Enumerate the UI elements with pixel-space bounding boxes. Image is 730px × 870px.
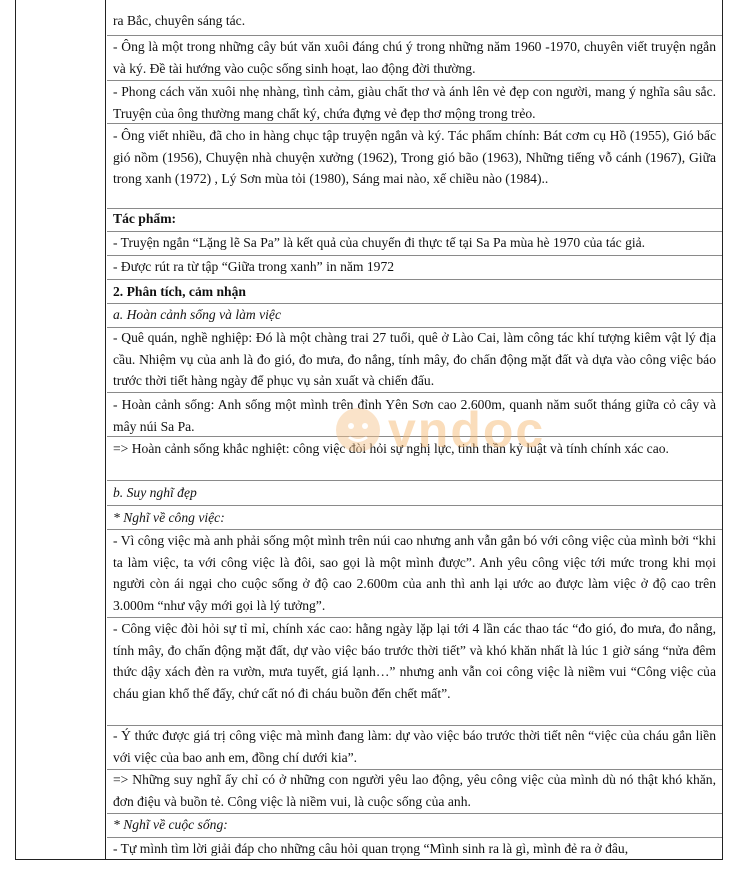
paragraph: => Hoàn cảnh sống khắc nghiệt: công việc đòi hỏi sự nghị lực, tinh thần kỷ luật và tính chính xác cao.: [113, 441, 669, 456]
paragraph: - Vì công việc mà anh phải sống một mình trên núi cao nhưng anh vẫn gắn bó với công việc của mình bởi “khi ta làm việc, ta với công việc là đôi, sao gọi là một mình được”. Anh yêu công việc tới mức trong khi mọi người còn ái ngại cho cuộc sống ở độ cao 2.600m của anh thì anh lại ước ao được làm việc ở độ cao trên 3.000m “như vậy mới gọi là lý tưởng”.: [113, 533, 716, 613]
content-cell: [107, 0, 722, 859]
subheading: * Nghĩ về cuộc sống:: [113, 817, 228, 832]
paragraph: - Ông là một trong những cây bút văn xuôi đáng chú ý trong những năm 1960 -1970, chuyên viết truyện ngắn và ký. Đề tài hướng vào cuộc sống sinh hoạt, lao động đời thường.: [113, 39, 716, 76]
section-heading: Tác phẩm:: [113, 211, 177, 226]
row-divider: [107, 505, 722, 506]
paragraph: - Công việc đòi hỏi sự tỉ mỉ, chính xác cao: hằng ngày lặp lại tới 4 lần các thao tác “đo gió, đo mưa, đo nắng, tính mây, đo chấn động mặt đất, dự vào việc báo trước thời tiết” và khó khăn nhất là lúc 1 giờ sáng “nửa đêm thức dậy xách đèn ra vườn, mưa tuyết, giá lạnh…” nhưng anh vẫn coi công việc là niềm vui “Công việc của cháu gian khổ thế đấy, chứ cất nó đi cháu buồn đến chết mất”.: [113, 621, 716, 701]
content-table: [15, 0, 723, 860]
watermark-text: vndoc: [388, 402, 546, 458]
section-heading: 2. Phân tích, cảm nhận: [113, 284, 246, 299]
paragraph: => Những suy nghĩ ấy chỉ có ở những con người yêu lao động, yêu công việc của mình dù nó thật khó khăn, đơn điệu và buồn tẻ. Công việc là niềm vui, là cuộc sống của anh.: [113, 772, 716, 809]
paragraph: - Tự mình tìm lời giải đáp cho những câu hỏi quan trọng “Mình sinh ra là gì, mình đẻ ra ở đâu,: [113, 841, 629, 856]
subheading: a. Hoàn cảnh sống và làm việc: [113, 307, 281, 322]
paragraph: - Hoàn cảnh sống: Anh sống một mình trên đỉnh Yên Sơn cao 2.600m, quanh năm suốt tháng giữa cỏ cây và mây núi Sa Pa.: [113, 397, 716, 434]
paragraph: - Được rút ra từ tập “Giữa trong xanh” in năm 1972: [113, 259, 395, 274]
paragraph: - Ý thức được giá trị công việc mà mình đang làm: dự vào việc báo trước thời tiết nên “việc của cháu gắn liền với việc của bao anh em, đồng chí dưới kia”.: [113, 728, 716, 765]
subheading: * Nghĩ về công việc:: [113, 510, 225, 525]
paragraph: - Phong cách văn xuôi nhẹ nhàng, tình cảm, giàu chất thơ và ánh lên vẻ đẹp con người, mang ý nghĩa sâu sắc. Truyện của ông thường mang chất ký, chứa đựng vẻ đẹp thơ mộng trong trẻo.: [113, 84, 716, 121]
row-divider: [107, 123, 722, 124]
row-divider: [107, 279, 722, 280]
left-column: [16, 0, 106, 859]
row-divider: [107, 392, 722, 393]
row-divider: [107, 436, 722, 437]
subheading: b. Suy nghĩ đẹp: [113, 485, 197, 500]
paragraph: - Ông viết nhiều, đã cho in hàng chục tập truyện ngắn và ký. Tác phẩm chính: Bát cơm cụ Hồ (1955), Gió bấc gió nồm (1956), Chuyện nhà chuyện xưởng (1962), Trong gió bão (1963), Những tiếng vỗ cánh (1967), Giữa trong xanh (1972) , Lý Sơn mùa tỏi (1980), Sáng mai nào, xế chiều nào (1984)..: [113, 128, 716, 186]
paragraph: - Quê quán, nghề nghiệp: Đó là một chàng trai 27 tuổi, quê ở Lào Cai, làm công tác khí tượng kiêm vật lý địa cầu. Nhiệm vụ của anh là đo gió, đo mưa, đo nắng, tính mây, đo chấn động mặt đất và dựa vào công việc báo trước thời tiết hàng ngày để phục vụ sản xuất và chiến đấu.: [113, 330, 716, 388]
paragraph: - Truyện ngắn “Lặng lẽ Sa Pa” là kết quả của chuyến đi thực tế tại Sa Pa mùa hè 1970 của tác giả.: [113, 235, 646, 250]
paragraph: ra Bắc, chuyên sáng tác.: [113, 13, 246, 28]
row-divider: [107, 480, 722, 481]
